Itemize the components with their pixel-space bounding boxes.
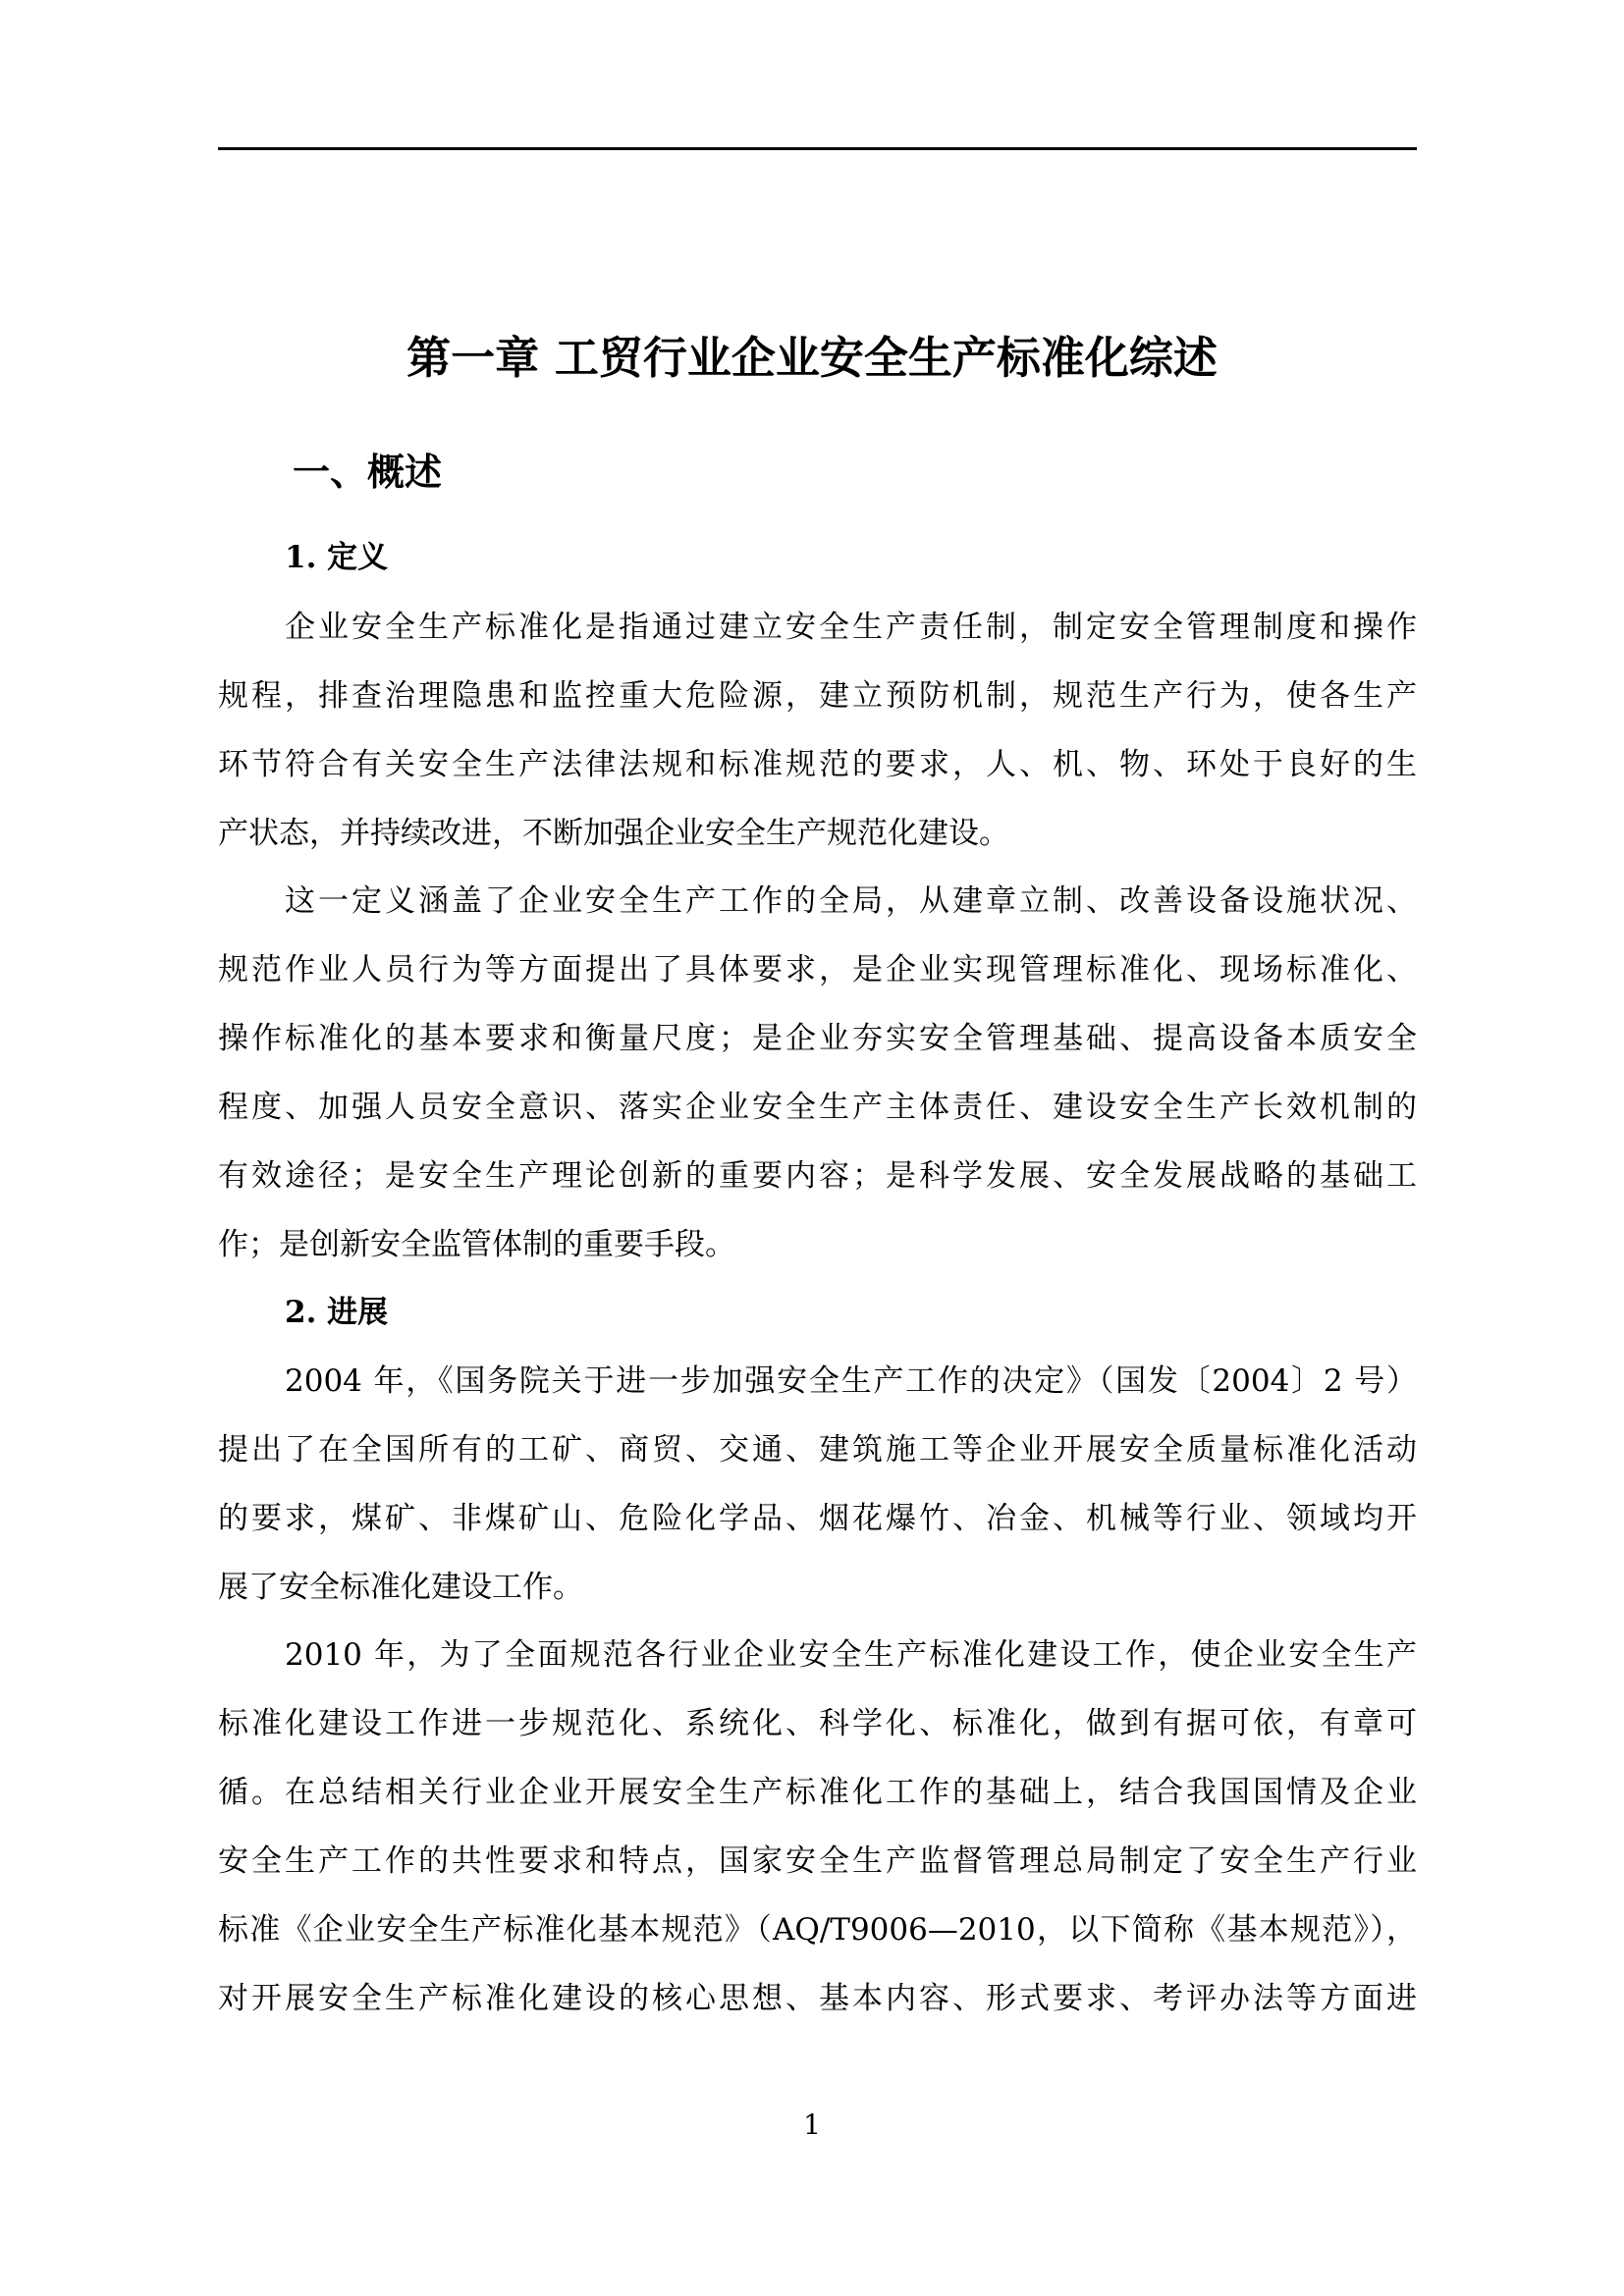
text-line: 安全生产工作的共性要求和特点，国家安全生产监督管理总局制定了安全生产行业 — [218, 1843, 1417, 1879]
paragraph-definition-scope — [218, 867, 1417, 1279]
text-line: 这一定义涵盖了企业安全生产工作的全局，从建章立制、改善设备设施状况、 — [285, 883, 1417, 919]
text-line: 作；是创新安全监管体制的重要手段。 — [218, 1227, 735, 1262]
text-line: 对开展安全生产标准化建设的核心思想、基本内容、形式要求、考评办法等方面进 — [218, 1981, 1417, 2016]
text-line: 循。在总结相关行业企业开展安全生产标准化工作的基础上，结合我国国情及企业 — [218, 1775, 1417, 1810]
text-line: 的要求，煤矿、非煤矿山、危险化学品、烟花爆竹、冶金、机械等行业、领域均开 — [218, 1501, 1417, 1536]
chapter-title: 第一章 工贸行业企业安全生产标准化综述 — [406, 332, 1218, 384]
text-line: 2004 年，《国务院关于进一步加强安全生产工作的决定》（国发〔2004〕2 号） — [285, 1363, 1417, 1399]
text-line: 2010 年，为了全面规范各行业企业安全生产标准化建设工作，使企业安全生产 — [285, 1637, 1417, 1673]
section-heading: 一、概述 — [293, 451, 443, 494]
text-line: 规程，排查治理隐患和监控重大危险源，建立预防机制，规范生产行为，使各生产 — [218, 678, 1417, 714]
text-line: 程度、加强人员安全意识、落实企业安全生产主体责任、建设安全生产长效机制的 — [218, 1090, 1417, 1125]
page-number: 1 — [803, 2109, 821, 2141]
text-line: 环节符合有关安全生产法律法规和标准规范的要求，人、机、物、环处于良好的生 — [218, 747, 1417, 782]
text-line: 标准《企业安全生产标准化基本规范》（AQ/T9006—2010，以下简称《基本规范》）， — [218, 1912, 1417, 1948]
paragraph-2010 — [218, 1621, 1417, 2033]
header-rule — [218, 147, 1417, 150]
text-line: 操作标准化的基本要求和衡量尺度；是企业夯实安全管理基础、提高设备本质安全 — [218, 1021, 1417, 1056]
paragraph-definition — [218, 593, 1417, 868]
paragraph-2004 — [218, 1347, 1417, 1622]
text-line: 企业安全生产标准化是指通过建立安全生产责任制，制定安全管理制度和操作 — [285, 610, 1417, 645]
subsection-heading-progress: 2. 进展 — [285, 1295, 389, 1330]
text-line: 展了安全标准化建设工作。 — [218, 1570, 583, 1605]
text-line: 标准化建设工作进一步规范化、系统化、科学化、标准化，做到有据可依，有章可 — [218, 1706, 1417, 1741]
text-line: 有效途径；是安全生产理论创新的重要内容；是科学发展、安全发展战略的基础工 — [218, 1158, 1417, 1194]
text-line: 产状态，并持续改进，不断加强企业安全生产规范化建设。 — [218, 816, 1009, 851]
subsection-heading-definition: 1. 定义 — [285, 540, 389, 575]
text-line: 规范作业人员行为等方面提出了具体要求，是企业实现管理标准化、现场标准化、 — [218, 952, 1417, 988]
text-line: 提出了在全国所有的工矿、商贸、交通、建筑施工等企业开展安全质量标准化活动 — [218, 1432, 1417, 1468]
